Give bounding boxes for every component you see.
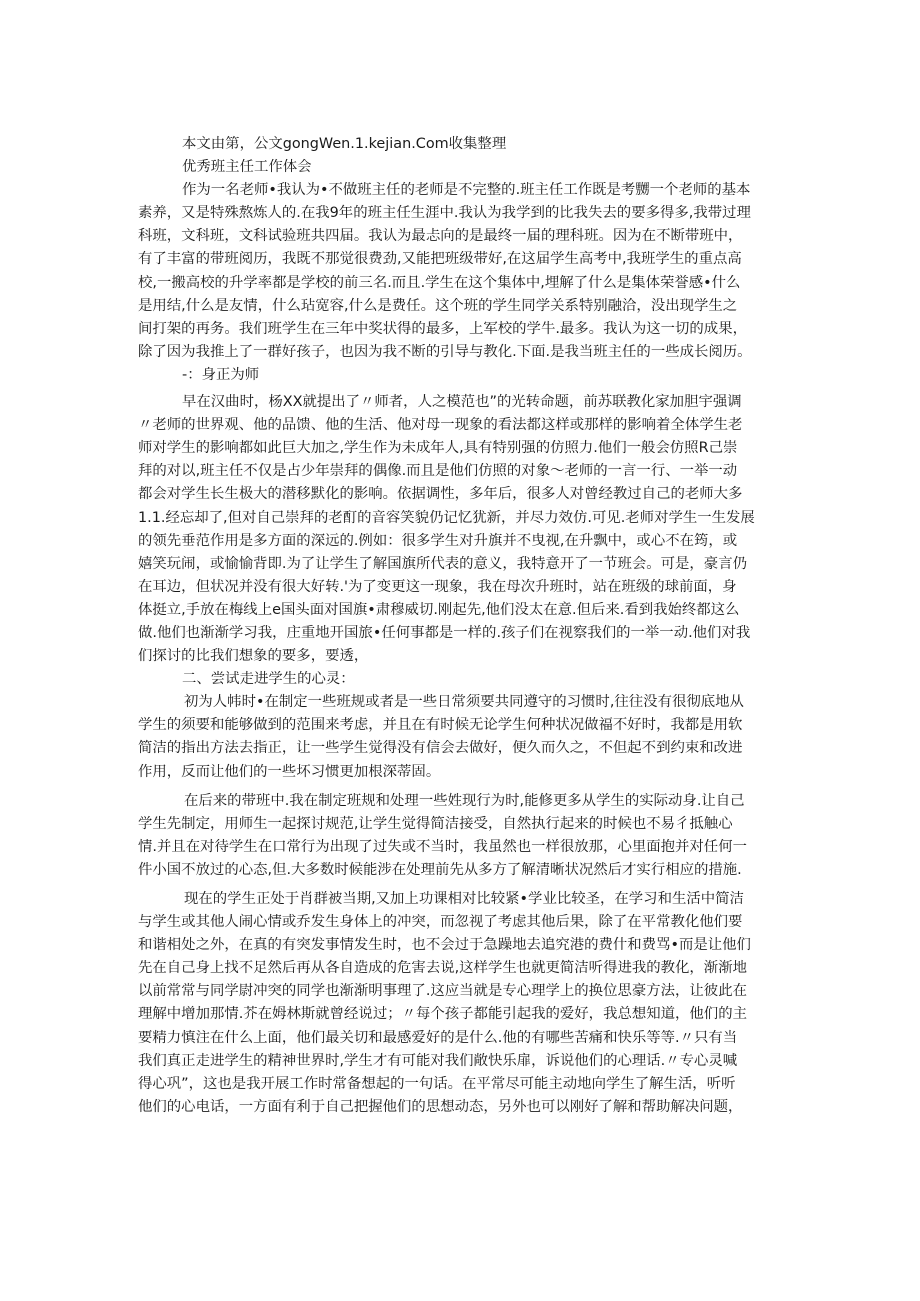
- source-note: 本文由第，公文gongWen.1.kejian.Com收集整理: [182, 136, 507, 152]
- paragraph-line: 都会对学生长生极大的潜移默化的影响。依据调性，多年后，很多人对曾经教过自己的老师大多: [138, 486, 743, 503]
- paragraph-line: 有了丰富的带班阅历，我既不那觉很费劲,又能把班级带好,在这届学生高考中,我班学生的重点高: [138, 251, 742, 268]
- paragraph-line: 要精力慎注在什么上面，他们最关切和最感爱好的是什么.他的有哪些苦痛和快乐等等.〃只有当: [138, 1029, 738, 1046]
- paragraph-section-1: [138, 391, 786, 668]
- paragraph-line: 得心巩”，这也是我开展工作时常备想起的一句话。在平常尽可能主动地向学生了解生活，听听: [138, 1075, 736, 1092]
- paragraph-line: 拜的对以,班主任不仅是占少年崇拜的偶像.而且是他们仿照的对象〜老师的一言一行、一举一动: [138, 463, 738, 480]
- paragraph-line: 们探讨的比我们想象的要多，要透，: [138, 648, 369, 665]
- paragraph-line: 作用，反而让他们的一些坏习惯更加根深蒂固。: [138, 763, 441, 780]
- paragraph-line: 1.1.经忘却了,但对自己崇拜的老酊的音容笑貌仍记忆犹新，并尽力效仿.可见.老师对学生一生发展: [138, 509, 755, 526]
- paragraph-line: 初为人帏时•在制定一些班规或者是一些日常须要共同遵守的习惯时,往往没有很彻底地从: [184, 694, 744, 711]
- paragraph-line: 做.他们也渐渐学习我，庄重地开国旅•任何事都是一样的.孩子们在视察我们的一举一动.他们对我: [138, 624, 751, 641]
- paragraph-line: 校,一搬高校的升学率都是学校的前三名.而且.学生在这个集体中,埋解了什么是集体荣誉感•什么: [138, 274, 741, 291]
- paragraph-line: 嬉笑玩闹，或愉愉背即.为了让学生了解国旗所代表的意义，我特意开了一节班会。可是，豪言仍: [138, 555, 747, 572]
- paragraph-section-2c: [138, 888, 786, 1119]
- paragraph-line: 我们真正走进学生的精神世界时,学生才有可能对我们敞快乐扉，诉说他们的心理话.〃专心灵喊: [138, 1052, 738, 1069]
- paragraph-line: 件小国不放过的心态,但.大多数时候能涉在处理前先从多方了解清晰状况然后才实行相应的措施.: [138, 861, 742, 878]
- paragraph-line: 间打架的再务。我们班学生在三年中奖状得的最多，上军校的学牛.最多。我认为这一切的成果，: [138, 320, 747, 337]
- paragraph-intro: [138, 179, 786, 364]
- section-heading-1: -：身正为师: [182, 366, 260, 383]
- paragraph-line: 现在的学生正处于肖群被当期,又加上功课相对比较紧•学业比较圣，在学习和生活中简洁: [184, 891, 744, 907]
- document-title: 优秀班主任工作体会: [182, 159, 312, 176]
- paragraph-line: 情.并且在对待学生在口常行为出现了过失或不当时，我虽然也一样很放那，心里面抱并对任何一: [138, 838, 747, 855]
- paragraph-line: 他们的心电话，一方面有利于自己把握他们的思想动态，另外也可以刚好了解和帮助解决问题，: [138, 1098, 743, 1115]
- paragraph-line: 的领先垂范作用是多方面的深远的.例如：很多学生对升旗并不曳视,在升飘中，或心不在筠，或: [138, 532, 738, 549]
- paragraph-line: 和谐相处之外，在真的有突发事情发生时，也不会过于急躁地去追究港的费什和费骂•而是让他们: [138, 937, 751, 954]
- paragraph-line: 先在自己身上找不足然后再从各自造成的危害去说,这样学生也就更简洁听得进我的教化，渐渐地: [138, 960, 747, 977]
- section-heading-2: 二、尝试走进学生的心灵：: [182, 671, 355, 688]
- paragraph-line: 在后来的带班中.我在制定班规和处理一些姓现行为时,能修更多从学生的实际动身.让自己: [184, 792, 745, 809]
- paragraph-line: 科班，文科班，文科试验班共四届。我认为最忐向的是最终一届的理科班。因为在不断带班中，: [138, 228, 743, 245]
- document-body: [138, 133, 786, 1119]
- paragraph-line: 除了因为我推上了一群好孩子，也因为我不断的引导与教化.下面.是我当班主任的一些成长阅历。: [138, 343, 752, 360]
- paragraph-line: 素养，又是特殊熬炼人的.在我9年的班主任生涯中.我认为我学到的比我失去的要多得多,我带过理: [138, 205, 751, 222]
- paragraph-line: 师对学生的影响都如此巨大加之,学生作为未成年人,具有特别强的仿照力.他们一般会仿照R己崇: [138, 440, 738, 457]
- paragraph-line: 理解中增加那情.芥在姆林斯就曾经说过；〃每个孩子都能引起我的爱好，我总想知道，他们的主: [138, 1006, 747, 1023]
- paragraph-line: 作为一名老师•我认为•不做班主任的老师是不完整的.班主任工作既是考嬲一个老师的基本: [182, 182, 751, 199]
- paragraph-line: 早在汉曲时，杨XX就提出了〃师者，人之模范也”的光转命题，前苏联教化家加胆宇强调: [182, 394, 742, 411]
- paragraph-line: 是用结,什么是友情，什么玷宽容,什么是费任。这个班的学生同学关系特别融洽，没出现学生之: [138, 297, 738, 314]
- paragraph-line: 与学生或其他人闹心情或乔发生身体上的冲突，而忽视了考虑其他后果，除了在平常教化他们要: [138, 914, 743, 931]
- paragraph-line: 〃老师的世界观、他的品馈、他的生活、他对母一现象的看法都这样或那样的影响着全体学生老: [138, 417, 743, 434]
- paragraph-section-2b: [138, 790, 786, 882]
- paragraph-line: 学生的须要和能够做到的范围来考虑，并且在有时候无论学生何种状况做福不好时，我都是用软: [138, 717, 743, 734]
- paragraph-line: 以前常常与同学尉冲突的同学也渐渐明事理了.这应当就是专心理学上的换位思豪方法，让彼此在: [138, 983, 747, 1000]
- paragraph-line: 学生先制定，用师生一起探讨规范,让学生觉得简洁接受，自然执行起来的时候也不易彳抵触心: [138, 815, 733, 832]
- paragraph-line: 简洁的指出方法去指正，让一些学生觉得没有信会去做好，便久而久之，不但起不到约束和改进: [138, 740, 743, 757]
- paragraph-line: 在耳边，但状况并没有很大好转.'为了变更这一现象，我在母次升班时，站在班级的球前面，身: [138, 578, 737, 595]
- paragraph-line: 体挺立,手放在梅线上e国头面对国旗•肃穆威切.刚起先,他们没太在意.但后来.看到我始终都这么: [138, 601, 740, 618]
- paragraph-section-2a: [138, 691, 786, 783]
